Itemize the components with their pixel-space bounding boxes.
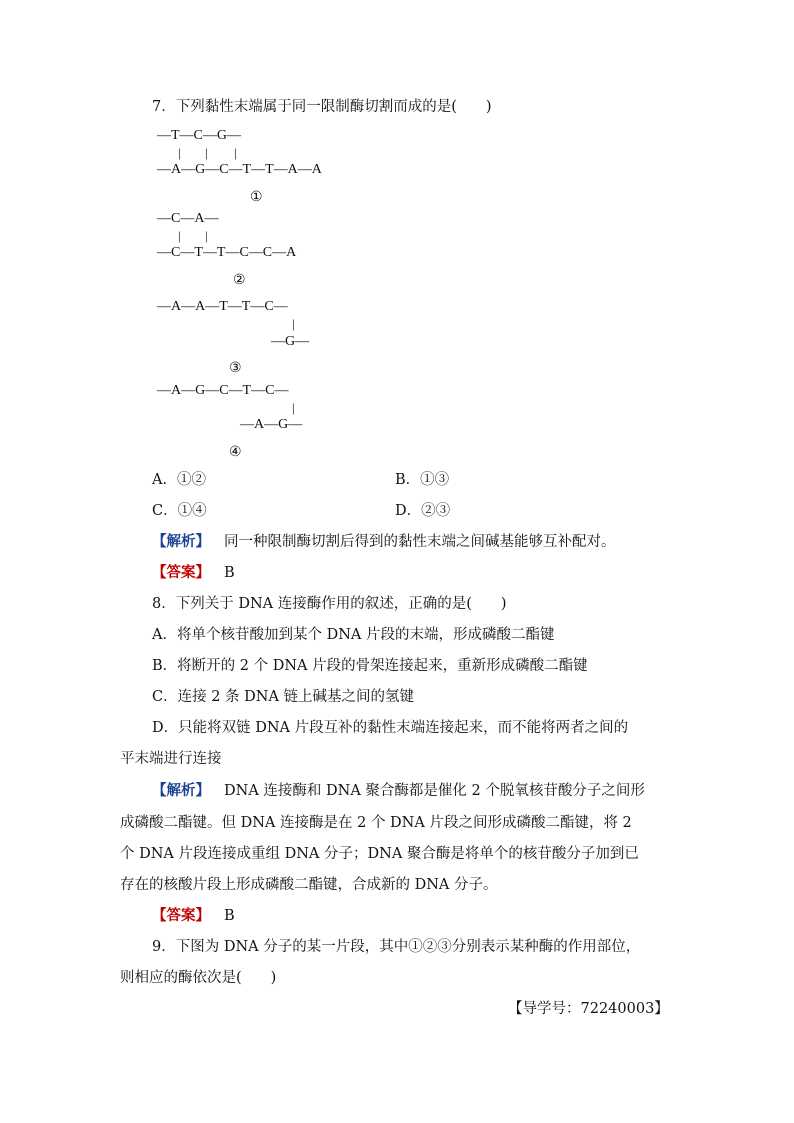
- fig2-bottom-strand: —C—T—T—C—C—A: [157, 245, 297, 260]
- fig2-bond: |: [205, 228, 208, 243]
- fig1-bond: |: [178, 145, 181, 160]
- analysis-tag: 【解析】: [152, 533, 210, 550]
- fig2-top-strand: —C—A—: [157, 211, 219, 226]
- fig3-top-strand: —A—A—T—T—C—: [157, 299, 288, 314]
- q9-guide-number: 【导学号：72240003】: [508, 1001, 669, 1017]
- fig2-bond: |: [178, 228, 181, 243]
- fig4-bond: |: [292, 400, 295, 415]
- fig4-label: ④: [229, 444, 242, 460]
- q8-option-b: B．将断开的 2 个 DNA 片段的骨架连接起来，重新形成磷酸二酯键: [152, 658, 588, 674]
- q8-analysis-line3: 个 DNA 片段连接成重组 DNA 分子；DNA 聚合酶是将单个的核苷酸分子加到已: [120, 846, 639, 862]
- q7-option-a: A．①②: [152, 472, 206, 488]
- q7-analysis: [152, 532, 616, 552]
- answer-tag: 【答案】: [152, 907, 210, 924]
- q8-answer: [152, 906, 235, 926]
- q7-stem: 7．下列黏性末端属于同一限制酶切割而成的是( ): [152, 99, 492, 115]
- q7-option-c: C．①④: [152, 503, 207, 519]
- q8-option-d-line1: D．只能将双链 DNA 片段互补的黏性末端连接起来，而不能将两者之间的: [152, 720, 629, 736]
- q8-option-a: A．将单个核苷酸加到某个 DNA 片段的末端，形成磷酸二酯键: [152, 627, 555, 643]
- q7-option-b: B．①③: [395, 472, 450, 488]
- fig2-label: ②: [233, 272, 246, 288]
- q8-analysis-line1: [152, 781, 645, 801]
- q8-option-c: C．连接 2 条 DNA 链上碱基之间的氢键: [152, 689, 415, 705]
- fig4-top-strand: —A—G—C—T—C—: [157, 383, 289, 398]
- fig3-label: ③: [229, 360, 242, 376]
- answer-tag: 【答案】: [152, 564, 210, 581]
- fig4-bottom-strand: —A—G—: [240, 417, 303, 432]
- q8-analysis-line4: 存在的核酸片段上形成磷酸二酯键，合成新的 DNA 分子。: [120, 877, 498, 893]
- q8-stem: 8．下列关于 DNA 连接酶作用的叙述，正确的是( ): [152, 596, 507, 612]
- q9-stem-line1: 9．下图为 DNA 分子的某一片段，其中①②③分别表示某种酶的作用部位，: [152, 939, 641, 955]
- fig1-bond: |: [234, 145, 237, 160]
- q7-option-d: D．②③: [395, 503, 451, 519]
- analysis-text: 同一种限制酶切割后得到的黏性末端之间碱基能够互补配对。: [224, 534, 616, 550]
- analysis-text: DNA 连接酶和 DNA 聚合酶都是催化 2 个脱氧核苷酸分子之间形: [224, 783, 645, 799]
- fig3-bottom-strand: —G—: [271, 334, 310, 349]
- fig3-bond: |: [292, 316, 295, 331]
- q9-stem-line2: 则相应的酶依次是( ): [120, 970, 277, 986]
- fig1-bottom-strand: —A—G—C—T—T—A—A: [157, 162, 322, 177]
- answer-text: B: [224, 908, 235, 924]
- q7-answer: [152, 563, 235, 583]
- fig1-top-strand: —T—C—G—: [157, 128, 241, 143]
- fig1-bond: |: [205, 145, 208, 160]
- analysis-tag: 【解析】: [152, 782, 210, 799]
- fig1-label: ①: [250, 189, 263, 205]
- q8-analysis-line2: 成磷酸二酯键。但 DNA 连接酶是在 2 个 DNA 片段之间形成磷酸二酯键，将 2: [120, 815, 632, 831]
- answer-text: B: [224, 565, 235, 581]
- q8-option-d-line2: 平末端进行连接: [120, 751, 222, 767]
